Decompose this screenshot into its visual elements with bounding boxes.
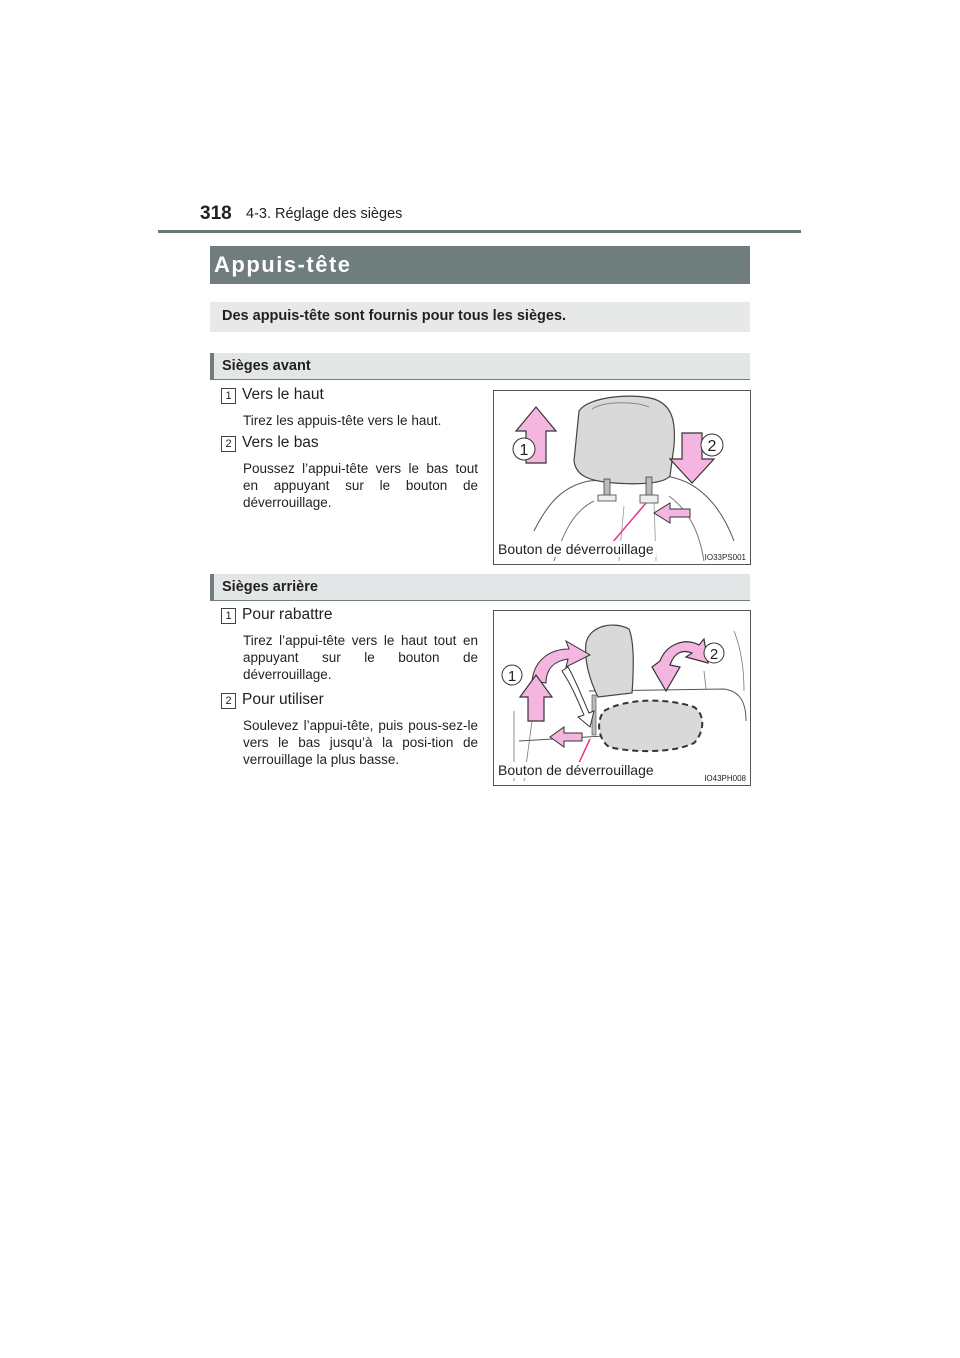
front-step-2-title: Vers le bas <box>242 434 319 451</box>
figure-code: IO43PH008 <box>704 774 746 783</box>
rear-step-1-title: Pour rabattre <box>242 606 333 623</box>
intro-text: Des appuis-tête sont fournis pour tous les sièges. <box>222 308 567 324</box>
pointer-line <box>612 503 646 543</box>
step-number-icon: 1 <box>221 388 236 404</box>
front-step-1-title: Vers le haut <box>242 386 324 403</box>
marker-2: 2 <box>707 438 717 455</box>
rear-headrest-figure <box>493 610 751 786</box>
front-seats-title: Sièges avant <box>222 358 311 374</box>
headrest-shape <box>586 625 634 697</box>
fold-arrow-icon <box>532 641 590 683</box>
rear-seats-title: Sièges arrière <box>222 579 318 595</box>
raise-arrow-icon <box>652 639 708 691</box>
rear-seats-accent <box>210 574 214 601</box>
section-title: 4-3. Réglage des sièges <box>246 206 403 222</box>
step-number-icon: 1 <box>221 608 236 624</box>
front-headrest-illustration <box>494 391 750 564</box>
rear-step-2-body: Soulevez l’appui-tête, puis pous-sez-le vers le bas jusqu’à la posi-tion de verrouillage la plus basse. <box>243 718 478 767</box>
up-arrow-icon <box>520 675 552 721</box>
step-number-icon: 2 <box>221 693 236 709</box>
rear-headrest-illustration <box>494 611 750 785</box>
press-arrow-icon <box>654 503 690 523</box>
folded-headrest-shape <box>599 701 702 751</box>
page-number: 318 <box>200 203 232 224</box>
page-title: Appuis-tête <box>214 252 352 277</box>
front-headrest-figure <box>493 390 751 565</box>
headrest-shape <box>574 396 674 484</box>
figure-code: IO33PS001 <box>704 553 746 562</box>
press-arrow-icon <box>550 727 582 747</box>
release-button-label: Bouton de déverrouillage <box>498 762 654 778</box>
front-step-2-body: Poussez l’appui-tête vers le bas tout en appuyant sur le bouton de déverrouillage. <box>243 461 478 510</box>
marker-1: 1 <box>519 442 529 459</box>
marker-2: 2 <box>709 646 719 663</box>
front-seats-accent <box>210 353 214 380</box>
marker-1: 1 <box>507 668 517 685</box>
step-number-icon: 2 <box>221 436 236 452</box>
rear-step-1-body: Tirez l’appui-tête vers le haut tout en appuyant sur le bouton de déverrouillage. <box>243 633 478 682</box>
front-step-1-body: Tirez les appuis-tête vers le haut. <box>243 413 442 428</box>
release-button-label: Bouton de déverrouillage <box>498 541 654 557</box>
rear-step-2-title: Pour utiliser <box>242 691 324 708</box>
header-rule <box>158 230 801 233</box>
